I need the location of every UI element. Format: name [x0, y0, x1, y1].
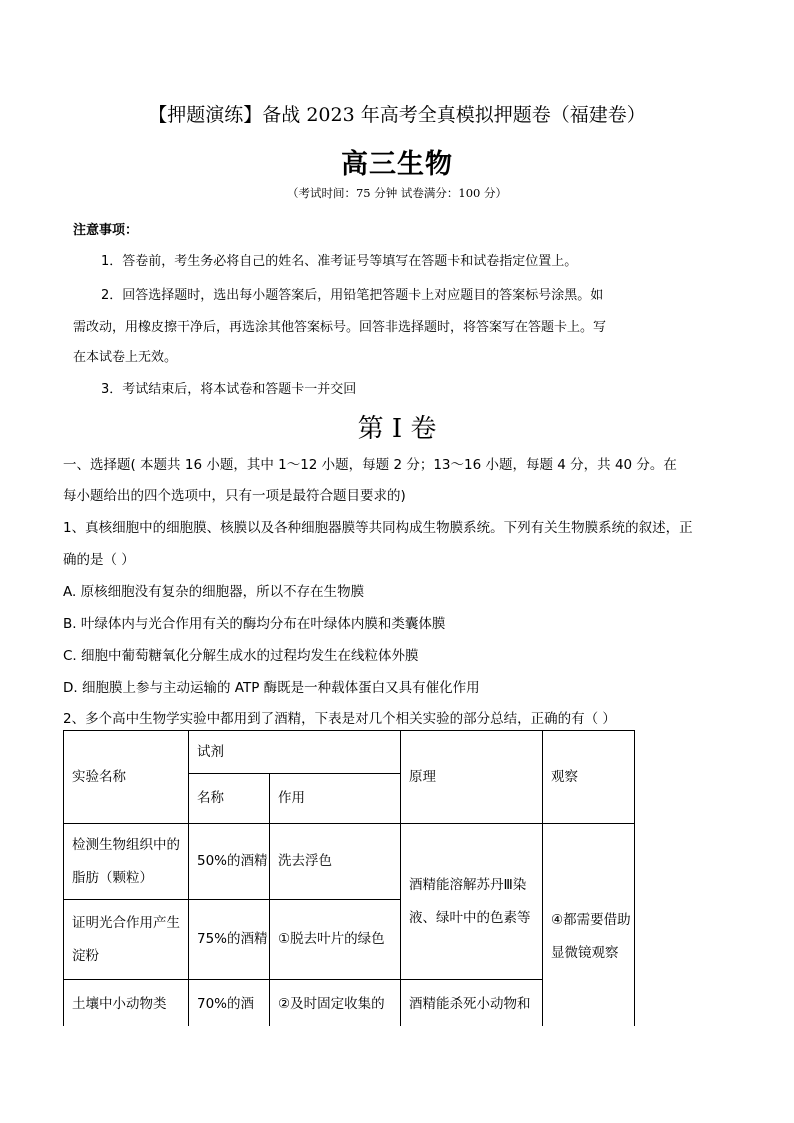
- notice-item-3: 3．考试结束后，将本试卷和答题卡一并交回: [101, 382, 357, 397]
- header-reagent: 试剂: [189, 731, 401, 774]
- row-2-use: ①脱去叶片的绿色: [270, 900, 401, 980]
- row-3-reagent: 70%的酒: [189, 980, 270, 1027]
- section-intro-line-2: 每小题给出的四个选项中，只有一项是最符合题目要求的): [63, 488, 406, 504]
- row-1-use: 洗去浮色: [270, 824, 401, 900]
- header-experiment-name: 实验名称: [64, 731, 189, 824]
- question-1-option-d: D. 细胞膜上参与主动运输的 ATP 酶既是一种载体蛋白又具有催化作用: [63, 680, 480, 696]
- row-2-reagent: 75%的酒精: [189, 900, 270, 980]
- row-observation: ④都需要借助显微镜观察: [543, 824, 635, 1027]
- section-intro-line-1: 一、选择题( 本题共 16 小题，其中 1～12 小题，每题 2 分；13～16 小题，每题 4 分，共 40 分。在: [63, 457, 677, 473]
- subject-title: 高三生物: [341, 149, 453, 180]
- header-reagent-use: 作用: [270, 774, 401, 824]
- volume-heading: 第 I 卷: [357, 414, 437, 444]
- exam-title: 【押题演练】备战 2023 年高考全真模拟押题卷（福建卷）: [148, 104, 646, 126]
- question-1-option-a: A. 原核细胞没有复杂的细胞器，所以不存在生物膜: [63, 584, 365, 600]
- header-observation: 观察: [543, 731, 635, 824]
- notice-item-2-line-2: 需改动，用橡皮擦干净后，再选涂其他答案标号。回答非选择题时，将答案写在答题卡上。写: [73, 320, 607, 335]
- row-2-experiment: 证明光合作用产生淀粉: [64, 900, 189, 980]
- row-1-experiment: 检测生物组织中的脂肪（颗粒）: [64, 824, 189, 900]
- row-3-principle: 酒精能杀死小动物和: [401, 980, 543, 1027]
- header-principle: 原理: [401, 731, 543, 824]
- notice-item-2-line-3: 在本试卷上无效。: [73, 350, 178, 365]
- time-info: （考试时间：75 分钟 试卷满分：100 分）: [286, 186, 508, 200]
- notice-heading: 注意事项：: [73, 223, 139, 238]
- question-1-option-c: C. 细胞中葡萄糖氧化分解生成水的过程均发生在线粒体外膜: [63, 648, 419, 664]
- header-reagent-name: 名称: [189, 774, 270, 824]
- row-3-use: ②及时固定收集的: [270, 980, 401, 1027]
- question-1-option-b: B. 叶绿体内与光合作用有关的酶均分布在叶绿体内膜和类囊体膜: [63, 616, 446, 632]
- row-1-2-principle: 酒精能溶解苏丹Ⅲ染液、绿叶中的色素等: [401, 824, 543, 980]
- notice-item-2-line-1: 2．回答选择题时，选出每小题答案后，用铅笔把答题卡上对应题目的答案标号涂黑。如: [101, 288, 604, 303]
- experiment-table: [63, 730, 635, 1026]
- row-1-reagent: 50%的酒精: [189, 824, 270, 900]
- question-2-stem: 2、多个高中生物学实验中都用到了酒精，下表是对几个相关实验的部分总结，正确的有（ ）: [63, 711, 616, 727]
- row-3-experiment: 土壤中小动物类: [64, 980, 189, 1027]
- notice-item-1: 1．答卷前，考生务必将自己的姓名、准考证号等填写在答题卡和试卷指定位置上。: [101, 254, 578, 269]
- question-1-stem-line-2: 确的是（ ）: [63, 552, 135, 568]
- question-1-stem-line-1: 1、真核细胞中的细胞膜、核膜以及各种细胞器膜等共同构成生物膜系统。下列有关生物膜系统的叙述，正: [63, 520, 693, 536]
